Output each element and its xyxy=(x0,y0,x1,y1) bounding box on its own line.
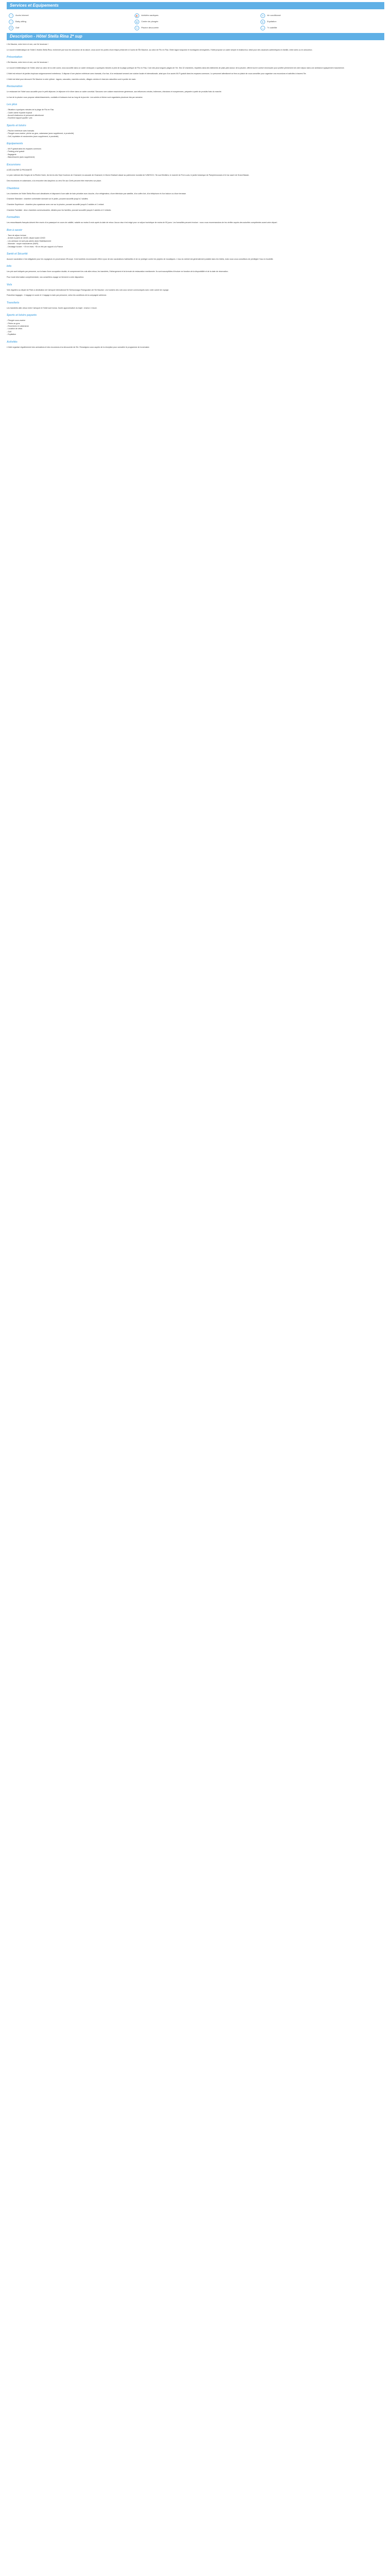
service-label: Activités nautiques xyxy=(141,14,159,17)
service-item xyxy=(260,26,382,30)
service-item xyxy=(135,20,256,24)
service-label: Equitation xyxy=(267,20,276,23)
service-label: Centre de plongée xyxy=(141,20,158,23)
description-section xyxy=(7,85,384,99)
section-paragraph: Les transferts aller-retour entre l'aéroport et l'hôtel sont inclus. Durée approximative du trajet : environ 1 heure. xyxy=(7,307,97,309)
description-section xyxy=(7,229,384,248)
section-heading: Sports et loisirs xyxy=(7,124,26,127)
list-item: - Piscine extérieure avec transats xyxy=(7,129,35,132)
service-label: Accès Internet xyxy=(15,14,29,17)
section-heading: Transferts xyxy=(7,301,20,304)
list-item: - Blanchisserie (avec supplément) xyxy=(7,156,35,159)
description-body xyxy=(7,43,384,349)
list-item: - Situation à quelques minutes de la plage de Flic en Flac xyxy=(7,109,54,111)
description-section xyxy=(7,142,384,159)
section-paragraph: Le parc national des Gorges de la Rivière Noire, les terres des Sept Couleurs de Chamarel, la cascade de Chamarel, le Morne Brabant classé au patrimoine mondial de l'UNESCO, l'île aux Bénitiers, le marché de Port-Louis, le jardin botanique de Pamplemousses et le lac sacré de Grand Bassin. xyxy=(7,174,250,177)
section-paragraph: Chambre Standard : chambre confortable donnant sur le jardin, pouvant accueillir jusqu'à 2 adultes. xyxy=(7,198,89,200)
section-paragraph: Aucune vaccination n'est obligatoire pour les voyageurs en provenance d'Europe. Il est toutefois recommandé d'être à jour de ses vaccinations habituelles et de se protéger contre les piqûres de moustiques. L'eau du robinet est généralement potable dans les hôtels, mais nous vous conseillons de privilégier l'eau en bouteille. xyxy=(7,258,274,260)
service-item xyxy=(9,26,131,30)
list-item: - Excursions en catamaran xyxy=(7,325,29,327)
description-section xyxy=(7,56,384,81)
section-paragraph: A DÉCOUVRIR À PROXIMITÉ xyxy=(7,168,32,171)
service-item xyxy=(9,13,131,18)
section-paragraph: Chambre Supérieure : chambre plus spacieuse avec vue sur la piscine, pouvant accueillir jusqu'à 2 adultes et 1 enfant. xyxy=(7,204,105,206)
section-paragraph: Le bar de la piscine vous propose rafraîchissements, cocktails et boissons tout au long de la journée. Les soirées à thème sont organisées plusieurs fois par semaine. xyxy=(7,96,143,98)
service-item xyxy=(135,13,256,18)
section-paragraph: Vols réguliers au départ de Paris à destination de l'aéroport international Sir Seewoosagur Ramgoolam de l'île Maurice. Les horaires des vols vous seront communiqués avec votre carnet de voyage. xyxy=(7,289,169,291)
page xyxy=(0,2,391,349)
golf-icon: ⚑ xyxy=(9,26,13,30)
section-paragraph: Les chambres de l'hôtel Stella Rina sont climatisées et disposent d'une salle de bain privative avec douche, d'un réfrigérateur, d'une télévision par satellite, d'un coffre-fort, d'un téléphone et d'un balcon ou d'une terrasse. xyxy=(7,192,187,195)
service-label: Baby-sitting xyxy=(15,20,26,23)
baby-icon: ☺ xyxy=(9,20,13,24)
list-item: - Parking privé gratuit xyxy=(7,150,25,153)
service-item xyxy=(9,20,131,24)
sailboat-icon: ⛵ xyxy=(135,13,139,18)
services-grid xyxy=(7,12,384,31)
section-heading: Les plus xyxy=(7,103,18,107)
section-heading: Restauration xyxy=(7,85,23,88)
service-label: Air conditionné xyxy=(267,14,281,17)
list-item: - Wi-Fi gratuit dans les espaces communs xyxy=(7,148,41,150)
list-item: - Les animaux ne sont pas admis dans l'établissement xyxy=(7,240,52,242)
description-title: Description - Hôtel Stella Rina 2* sup xyxy=(7,33,384,40)
list-item: - Plongée sous-marine, pêche au gros, catamaran (avec supplément, à proximité) xyxy=(7,132,74,135)
section-heading: Chambres xyxy=(7,187,20,190)
list-item: - Décalage horaire : +2h en hiver, +3h en été par rapport à la France xyxy=(7,245,63,248)
service-label: Tv satellite xyxy=(267,26,278,29)
section-list xyxy=(7,130,384,138)
list-item: - Excellent rapport qualité / prix xyxy=(7,117,32,120)
description-section xyxy=(7,341,384,349)
section-heading: Bon à savoir xyxy=(7,228,23,232)
section-paragraph: L'hôtel est entouré de jardins tropicaux soigneusement entretenus. Il dispose d'une piscine extérieure avec transats, d'un bar, d'un restaurant servant une cuisine locale et internationale, ainsi que d'un accès Wi-Fi gratuit dans les espaces communs. Le personnel attentionné se fera un plaisir de vous conseiller pour organiser vos excursions et activités à travers l'île. xyxy=(7,72,306,75)
list-item: - Cadre calme et jardin tropical xyxy=(7,111,32,114)
description-section xyxy=(7,163,384,183)
service-item xyxy=(260,13,382,18)
description-section xyxy=(7,314,384,336)
snowflake-icon: ❄ xyxy=(260,13,265,18)
intro-paragraph: L'île Maurice, entre terre et mer, une île heureuse ! xyxy=(7,43,48,45)
description-section xyxy=(7,301,384,310)
section-paragraph: Le restaurant de l'hôtel vous accueille pour le petit déjeuner, le déjeuner et le dîner dans un cadre convivial. Savourez une cuisine mauricienne généreuse, aux influences créoles, indiennes, chinoises et européennes, préparée à partir de produits frais du marché. xyxy=(7,91,222,93)
tv-icon: ▭ xyxy=(260,26,265,30)
service-item xyxy=(135,26,256,30)
list-item: - Pêche au gros xyxy=(7,322,20,325)
service-label: Piscine découverte xyxy=(141,26,159,29)
section-paragraph: Des excursions en catamaran, à la rencontre des dauphins ou vers l'île aux Cerfs peuvent être réservées sur place. xyxy=(7,180,102,182)
list-item: - Arrivée à partir de 14h00, départ avant 12h00 xyxy=(7,237,45,240)
description-intro xyxy=(7,43,384,52)
diving-icon: ◉ xyxy=(135,20,139,24)
wifi-icon: ≈ xyxy=(9,13,13,18)
description-section xyxy=(7,283,384,297)
section-heading: Excursions xyxy=(7,163,21,166)
description-section xyxy=(7,252,384,261)
description-section xyxy=(7,124,384,138)
intro-paragraph: Le nouvel emblématique de l'hôtel 2 étoiles Stella Rina, recherché par tous les amoureux de la nature, vous ouvre les portes d'une étape préservée à l'ouest de l'Île Maurice, au cœur de Flic en Flac. Entre lagon turquoise et montagnes verdoyantes, l'hôtel propose un cadre simple et chaleureux, idéal pour des vacances authentiques en famille, entre amis ou en amoureux. xyxy=(7,48,313,51)
horse-icon: ♞ xyxy=(260,20,265,24)
description-section xyxy=(7,216,384,224)
section-heading: Vols xyxy=(7,283,12,286)
service-item xyxy=(260,20,382,24)
section-heading: Sports et loisirs payants xyxy=(7,314,37,317)
section-heading: Présentation xyxy=(7,56,23,59)
list-item: - Equitation xyxy=(7,333,17,336)
section-paragraph: Chambre Familiale : deux chambres communicantes, idéales pour les familles, pouvant accueillir jusqu'à 2 adultes et 2 enfants. xyxy=(7,209,111,212)
section-list xyxy=(7,234,384,248)
section-paragraph: Le nouvel emblématique de l'hôtel, situé au cœur de la côte ouest, vous accueille dans un cadre verdoyant, à quelques minutes à pied de la plage publique de Flic en Flac, l'une des plus longues plages de l'île. Ses 32 chambres, réparties dans des bâtiments de plain-pied autour de la piscine, offrent tout le confort nécessaire pour profiter pleinement de votre séjour dans une ambiance typiquement mauricienne. xyxy=(7,67,345,69)
section-heading: Equipements xyxy=(7,142,23,146)
description-sections xyxy=(7,56,384,349)
section-list xyxy=(7,319,384,336)
section-paragraph: L'hôtel est idéal pour découvrir l'île Maurice à votre rythme : lagons, cascades, marchés colorés, villages créoles et réserves naturelles sont à portée de main. xyxy=(7,78,136,80)
services-title: Services et Equipements xyxy=(7,2,384,9)
pool-icon: ≋ xyxy=(135,26,139,30)
list-item: - Taxe de séjour incluse xyxy=(7,234,26,236)
section-heading: Info xyxy=(7,265,12,268)
section-paragraph: L'hôtel organise régulièrement des animations et des excursions à la découverte de l'île. Renseignez-vous auprès de la réception pour connaître le programme de la semaine. xyxy=(7,346,150,348)
section-list xyxy=(7,109,384,120)
section-heading: Santé et Sécurité xyxy=(7,252,28,256)
list-item: - Golf, équitation et randonnées (avec supplément, à proximité) xyxy=(7,135,59,138)
description-section xyxy=(7,103,384,120)
section-paragraph: Les prix sont indiqués par personne, sur la base d'une occupation double, et comprennent les vols aller-retour, les transferts, l'hébergement et la formule de restauration mentionnée. Ils sont susceptibles d'évoluer en fonction de la disponibilité et de la date de réservation. xyxy=(7,270,229,273)
section-heading: Activités xyxy=(7,340,18,344)
list-item: - Accueil chaleureux et personnel attentionné xyxy=(7,114,44,117)
description-section xyxy=(7,187,384,212)
list-item: - Golf xyxy=(7,330,11,333)
section-heading: Formalités xyxy=(7,216,20,219)
list-item: - Monnaie : roupie mauricienne (MUR) xyxy=(7,243,39,245)
list-item: - Plongée sous-marine xyxy=(7,319,26,322)
section-list xyxy=(7,148,384,159)
section-paragraph: Pour toute information complémentaire, nos conseillers voyage se tiennent à votre disposition. xyxy=(7,276,84,279)
description-section xyxy=(7,265,384,279)
section-paragraph: L'Île Maurice, entre terre et mer, une île heureuse ! xyxy=(7,61,48,64)
section-paragraph: Franchise bagages : 1 bagage en soute et 1 bagage à main par personne, selon les conditions de la compagnie aérienne. xyxy=(7,294,107,297)
list-item: - Location de vélos xyxy=(7,328,23,330)
service-label: Golf xyxy=(15,26,20,29)
list-item: - Bagagerie xyxy=(7,153,17,156)
section-paragraph: Les ressortissants français doivent être munis d'un passeport en cours de validité, valable au moins 6 mois après la date de retour. Aucun visa n'est exigé pour un séjour touristique de moins de 90 jours. Les formalités peuvent évoluer : nous vous recommandons de les vérifier auprès des autorités compétentes avant votre départ. xyxy=(7,222,278,224)
